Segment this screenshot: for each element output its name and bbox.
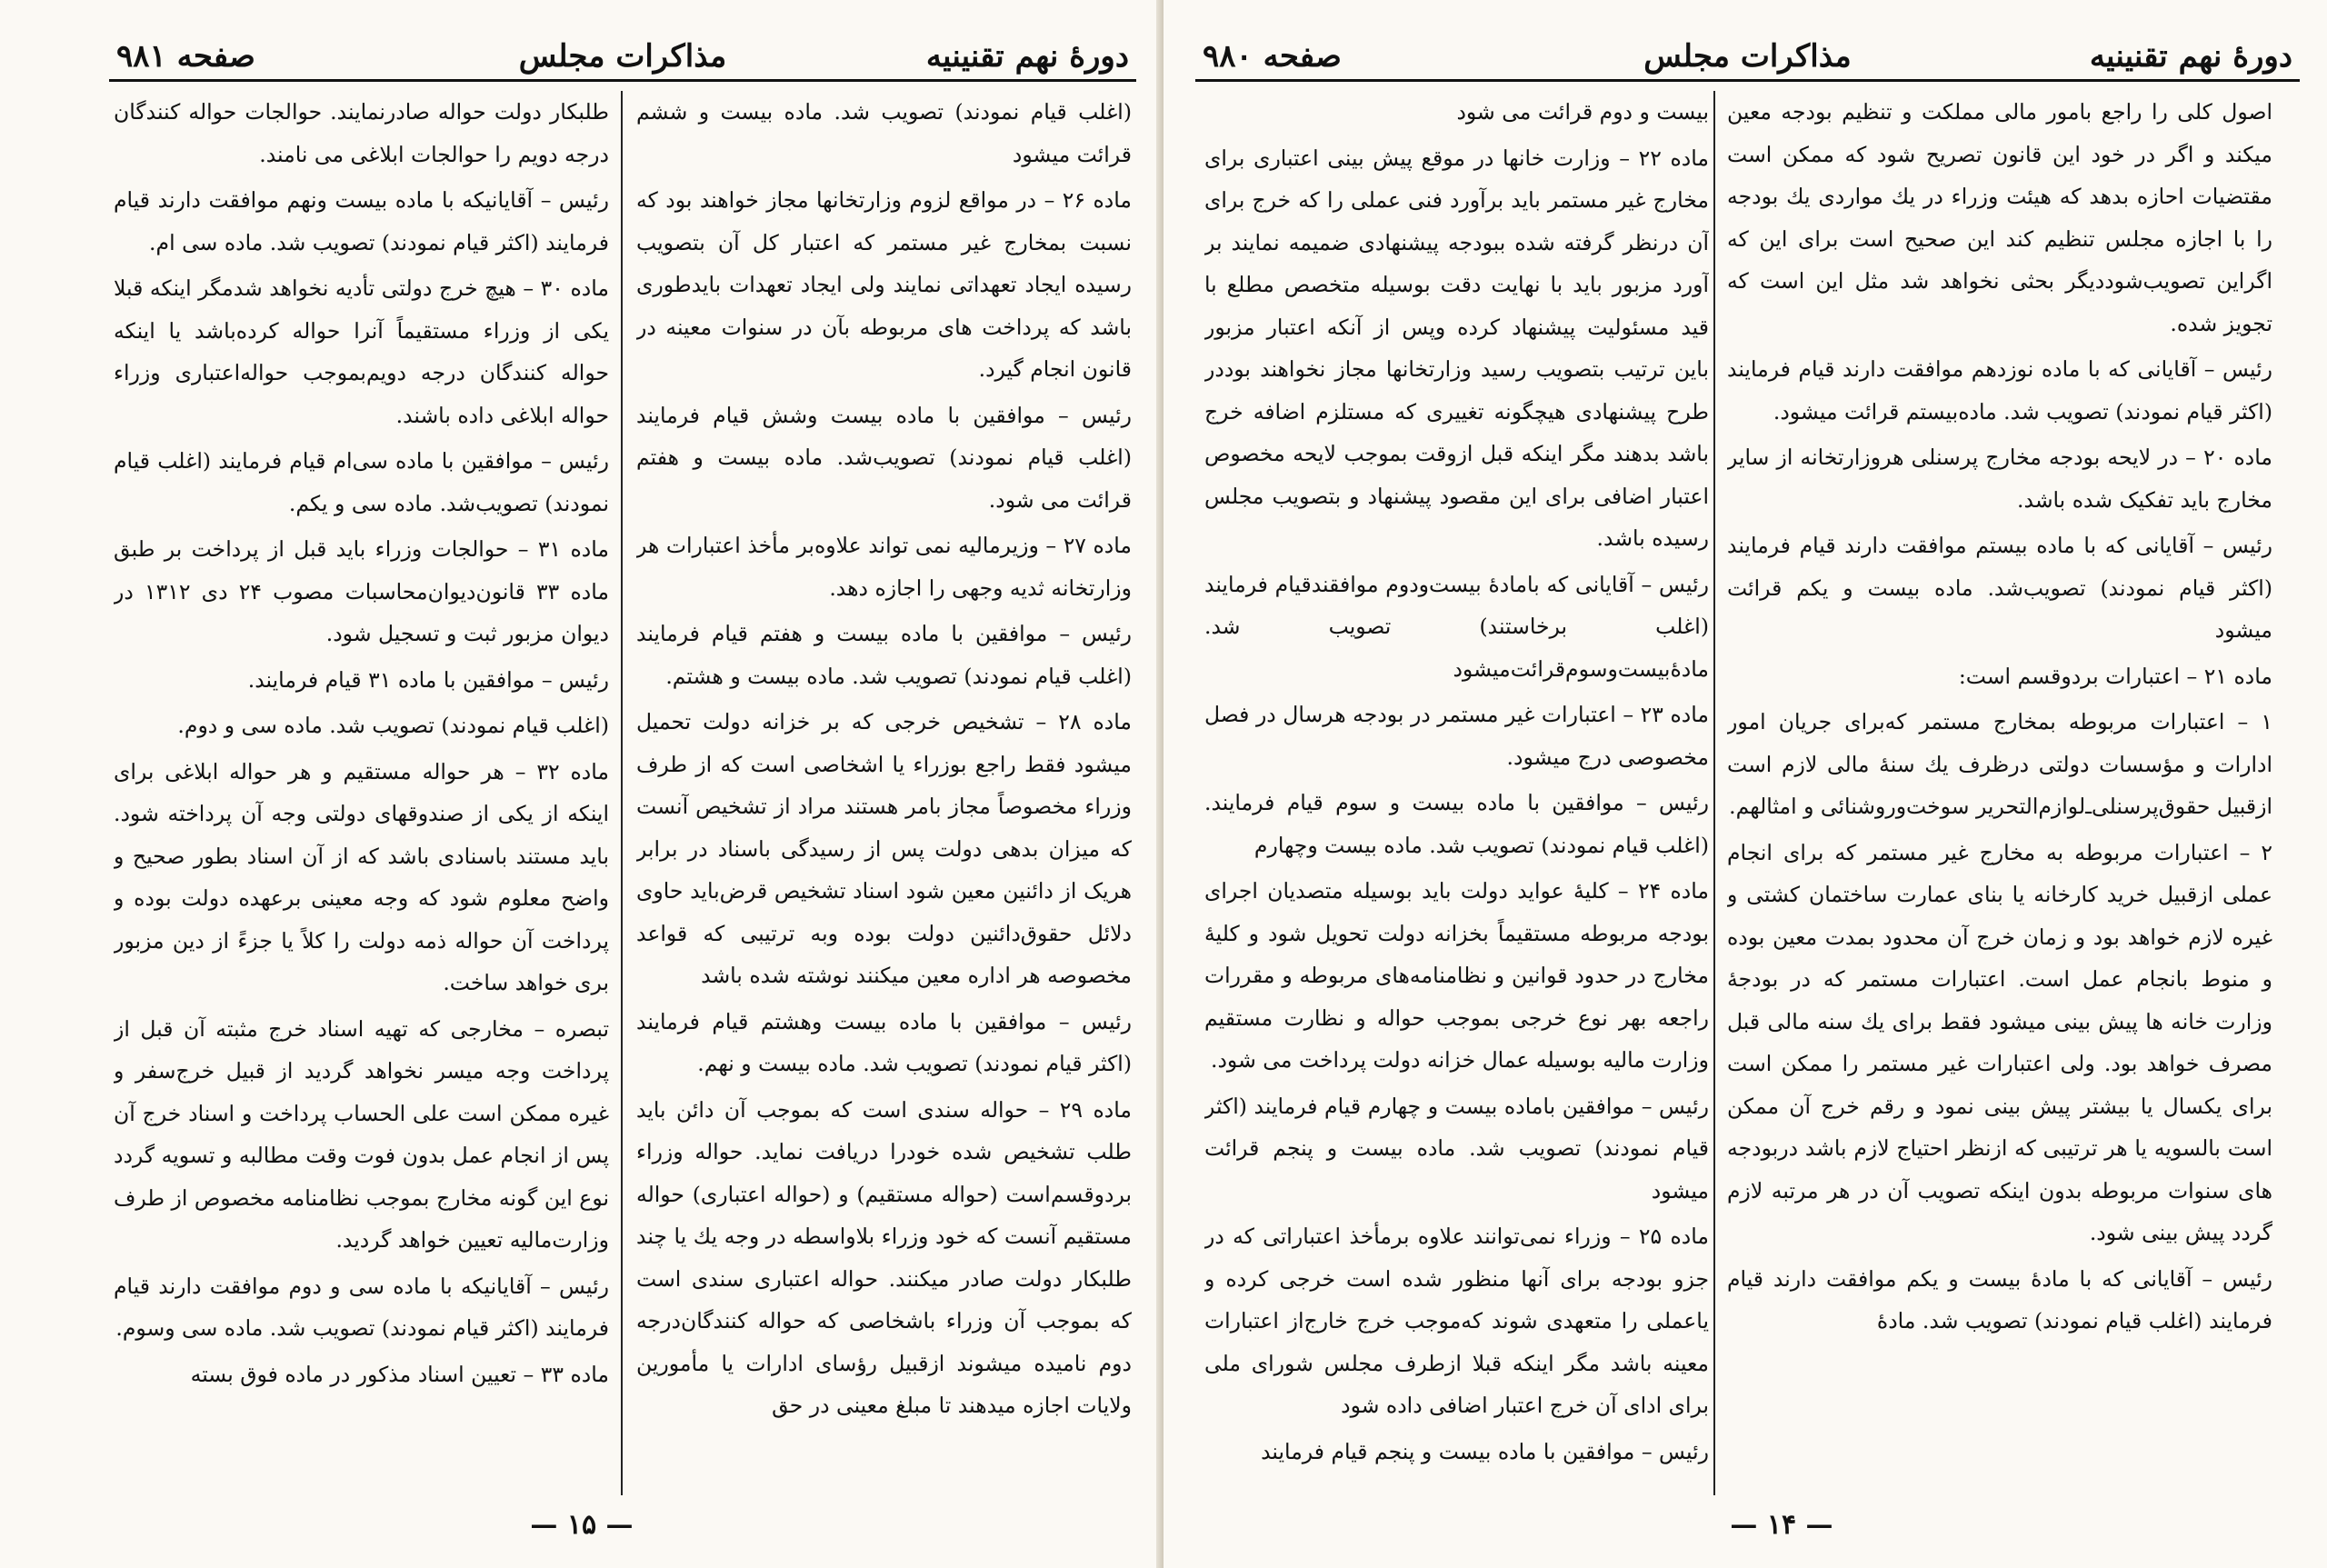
- paragraph: رئیس – آقایانی که با ماده بیستم موافقت دارند قیام فرمایند (اکثر قیام نمودند) تصویب‌شد. ماده بیست و یکم قرائت میشود: [1727, 533, 2272, 643]
- paragraph: ماده ۲۰ – در لایحه بودجه مخارج پرسنلی هروزارتخانه از سایر مخارج باید تفکیک شده باشد.: [1727, 444, 2272, 513]
- page-header: [109, 35, 1136, 82]
- paragraph: رئیس – موافقین با ماده بیست و هفتم قیام فرمایند (اغلب قیام نمودند) تصویب شد. ماده بیست و هشتم.: [636, 621, 1132, 689]
- proceedings-title: مذاکرات مجلس: [518, 38, 727, 75]
- paragraph: تبصره – مخارجی که تهیه اسناد خرج مثبته آن قبل از پرداخت وجه میسر نخواهد گردید از قبیل خرج‌سفر و غیره ممکن است علی الحساب پرداخت و اسناد خرج آن پس از انجام عمل بدون فوت وقت مطالبه و تسویه گردد نوع این گونه مخارج بموجب نظامنامه مخصوص از طرف وزارت‌مالیه تعیین خواهد گردید.: [114, 1015, 609, 1253]
- paragraph: رئیس – آقایانیکه با ماده بیست ونهم موافقت دارند قیام فرمایند (اکثر قیام نمودند) تصویب شد. ماده سی ام.: [114, 187, 609, 255]
- page-number-label: صفحه ۹۸۰: [1203, 38, 1342, 75]
- page-footer-number: — ۱۴ —: [1730, 1509, 1833, 1541]
- session-title: دورهٔ نهم تقنینیه: [2089, 38, 2292, 75]
- paragraph: ماده ۳۲ – هر حواله مستقیم و هر حواله ابلاغی برای اینکه از یکی از صندوقهای دولتی وجه آن پرداخته شود. باید مستند باسنادی باشد که از آن اسناد بطور صحیح و واضح معلوم شود که وجه معینی برعهده دولت بوده و پرداخت آن حواله ذمه دولت را کلاً یا جزءً از دین مزبور بری خواهد ساخت.: [114, 758, 609, 995]
- page-header: [1195, 35, 2300, 82]
- paragraph: ماده ۲۶ – در مواقع لزوم وزارتخانها مجاز خواهند بود که نسبت بمخارج غیر مستمر که اعتبار کل آن بتصویب رسیده ایجاد تعهداتی نمایند ولی ایجاد تعهدات بایدطوری باشد که پرداخت های مربوطه بآن در سنوات معینه در قانون انجام گیرد.: [636, 187, 1132, 382]
- paragraph: ماده ۲۵ – وزراء نمی‌توانند علاوه برمأخذ اعتباراتی که در جزو بودجه برای آنها منظور شده است خرجی کرده و یاعملی را متعهدی شوند که‌موجب خرج خارج‌از اعتبارات معینه باشد مگر اینکه قبلا ازطرف مجلس شورای ملی برای ادای آن خرج اعتبار اضافی داده شود: [1204, 1223, 1709, 1418]
- text-column-left: [114, 91, 609, 1495]
- paragraph: ماده ۲۸ – تشخیص خرجی که بر خزانه دولت تحمیل میشود فقط راجع بوزراء یا اشخاصی است که از طرف وزراء مخصوصاً مجاز بامر هستند مراد از تشخیص آنست که میزان بدهی دولت پس از رسیدگی باسناد در برابر هریک از دائنین معین شود اسناد تشخیص قرض‌باید حاوی دلائل حقوق‌دائنین دولت بوده وبه ترتیبی که قواعد مخصوصه هر اداره معین میکنند نوشته شده باشد: [636, 709, 1132, 988]
- paragraph: ماده ۲۴ – کلیهٔ عواید دولت باید بوسیله متصدیان اجرای بودجه مربوطه مستقیماً بخزانه دولت تحویل شود و کلیهٔ مخارج در حدود قوانین و نظامنامه‌های مربوطه و مقررات راجعه بهر نوع خرجی بموجب حواله و نظارت مستقیم وزارت مالیه بوسیله عمال خزانه دولت پرداخت می شود.: [1204, 878, 1709, 1073]
- paragraph: رئیس – موافقین با ماده بیست وهشتم قیام فرمایند (اکثر قیام نمودند) تصویب شد. ماده بیست و نهم.: [636, 1008, 1132, 1076]
- paragraph: اصول کلی را راجع بامور مالی مملکت و تنظیم بودجه معین میکند و اگر در خود این قانون تصریح شود که ممکن است مقتضیات احازه بدهد که هیئت وزراء در یك موارد‌ی یك بودجه را با اجازه مجلس تنظیم کند این صحیح است برای این که اگراین تصویب‌شود‌دیگر بحثی نخواهد شد مثل این است که تجویز شده.: [1727, 99, 2272, 336]
- text-column-right: [636, 91, 1132, 1495]
- paragraph: رئیس – آقایانی که بامادهٔ بیست‌ودوم موافقندقیام فرمایند (اغلب برخاستند) تصویب شد. مادهٔ‌بیست‌وسوم‌قرائت‌میشود: [1204, 571, 1709, 682]
- paragraph: ماده ۲۹ – حواله سندی است که بموجب آن دائن باید طلب تشخیص شده خودرا دریافت نماید. حواله وزراء بردوقسم‌است (حواله مستقیم) و (حواله اعتباری) حواله مستقیم آنست که خود وزراء بلاواسطه در وجه یك یا چند طلبکار دولت صادر میکنند. حواله اعتباری سندی است که بموجب آن وزراء باشخاصی که حواله کنندگان‌درجه دوم نامیده میشوند ازقبیل رؤسای ادارات یا مأمورین ولایات اجازه میدهند تا مبلغ معینی در حق: [636, 1096, 1132, 1418]
- paragraph: ماده ۲۱ – اعتبارات بردوقسم است:: [1958, 663, 2272, 689]
- paragraph: رئیس – آقایانیکه با ماده سی و دوم موافقت دارند قیام فرمایند (اکثر قیام نمودند) تصویب شد. ماده سی وسوم.: [114, 1273, 609, 1341]
- paragraph: ماده ۳۰ – هیچ خرج دولتی تأدیه نخواهد شدمگر اینکه قبلا یکی از وزراء مستقیماً آنرا حواله کرده‌باشد یا اینکه حواله کنندگان درجه دویم‌بموجب حواله‌اعتباری وزراء حواله ابلاغی داده باشند.: [114, 275, 609, 428]
- page-980: [1164, 0, 2327, 1568]
- paragraph: رئیس – موافقین با ماده بیست و پنجم قیام فرمایند: [1261, 1438, 1709, 1464]
- paragraph: (اغلب قیام نمودند) تصویب شد. ماده بیست و ششم قرائت میشود: [636, 99, 1132, 167]
- page-footer-number: — ۱۵ —: [530, 1509, 634, 1541]
- paragraph: رئیس – موافقین باماده بیست و چهارم قیام فرمایند (اکثر قیام نمودند) تصویب شد. ماده بیست و پنجم قرائت میشود: [1204, 1093, 1709, 1203]
- page-number-label: صفحه ۹۸۱: [116, 38, 255, 75]
- paragraph: رئیس – آقایانی که با ماده نوزدهم موافقت دارند قیام فرمایند (اکثر قیام نمودند) تصویب شد. ماده‌بیستم قرائت میشود.: [1727, 356, 2272, 424]
- paragraph: ۲ – اعتبارات مربوطه به مخارج غیر مستمر که برای انجام عملی ازقبیل خرید کارخانه یا بنای عمارت ساختمان کشتی و غیره لازم خواهد بود و زمان خرج آن محدود بمدت معین بوده و منوط بانجام عمل است. اعتبارات مستمر که در بودجهٔ وزارت خانه ها پیش بینی میشود فقط برای یك سنه مالی قبل مصرف خواهد بود. ولی اعتبارات غیر مستمر را ممکن است برای یکسال یا بیشتر پیش بینی نمود و رقم خرج آن ممکن است بالسویه یا هر ترتیبی که ازنظر احتیاج لازم باشد دربودجه های سنوات مربوطه بدون اینکه تصویب آن در هر مرتبه لازم گردد پیش بینی شود.: [1727, 839, 2272, 1245]
- paragraph: ماده ۳۱ – حوالجات وزراء باید قبل از پرداخت بر طبق ماده ۳۳ قانون‌دیوان‌محاسبات مصوب ۲۴ دی ۱۳۱۲ در دیوان مزبور ثبت و تسجیل شود.: [114, 536, 609, 646]
- paragraph: ماده ۲۲ – وزارت خانها در موقع پیش بینی اعتباری برای مخارج غیر مستمر باید برآورد فنی عملی را که خرج برای آن درنظر گرفته شده ببودجه پیشنهادی ضمیمه نمایند بر آورد مزبور باید با نهایت دقت بوسیله متخصص مطلع با قید مسئولیت پیشنهاد کرده وپس از آنکه اعتبار مزبور باین ترتیب بتصویب رسید وزارتخانها مجاز نخواهند بوددر طرح پیشنهادی هیچگونه تغییری که مستلزم اضافه خرج باشد بدهند مگر اینکه قبل ازوقت بموجب لایحه مخصوص اعتبار اضافی برای این مقصود پیشنهاد و بتصویب مجلس رسیده باشد.: [1204, 145, 1709, 551]
- proceedings-title: مذاکرات مجلس: [1643, 38, 1852, 75]
- paragraph: ماده ۲۳ – اعتبارات غیر مستمر در بودجه هرسال در فصل مخصوصی درج میشود.: [1204, 702, 1709, 770]
- paragraph: رئیس – موافقین با ماده بیست وشش قیام فرمایند (اغلب قیام نمودند) تصویب‌شد. ماده بیست و هفتم قرائت می شود.: [636, 402, 1132, 513]
- paragraph: ماده ۲۷ – وزیرمالیه نمی تواند علاوه‌بر مأخذ اعتبارات هر وزارتخانه ثدیه وجهی را اجازه دهد.: [636, 533, 1132, 601]
- paragraph: ماده ۳۳ – تعیین اسناد مذکور در ماده فوق بسته: [190, 1361, 609, 1387]
- paragraph: (اغلب قیام نمودند) تصویب شد. ماده سی و دوم.: [177, 713, 609, 738]
- text-column-right: [1727, 91, 2272, 1495]
- session-title: دورهٔ نهم تقنینیه: [925, 38, 1129, 75]
- column-divider: [621, 91, 623, 1495]
- paragraph: رئیس – موافقین با ماده سی‌ام قیام فرمایند (اغلب قیام نمودند) تصویب‌شد. ماده سی و یکم.: [114, 448, 609, 516]
- paragraph: طلبکار دولت حواله صادرنمایند. حوالجات حواله کنندگان درجه دویم را حوالجات ابلاغی می نامند.: [114, 99, 609, 167]
- paragraph: بیست و دوم قرائت می شود: [1456, 99, 1709, 125]
- text-column-left: [1204, 91, 1709, 1495]
- paragraph: ۱ – اعتبارات مربوطه بمخارج مستمر که‌برای جریان امور ادارات و مؤسسات دولتی درظرف یك سنهٔ مالی لازم است ازقبیل حقوق‌پرسنلی‌ـ‌لوازم‌التحریر سوخت‌وروشنائی و امثالهم.: [1727, 709, 2272, 819]
- paragraph: رئیس – آقایانی که با مادهٔ بیست و یکم موافقت دارند قیام فرمایند (اغلب قیام نمودند) تصویب شد. مادهٔ: [1727, 1265, 2272, 1333]
- paragraph: رئیس – موافقین با ماده ۳۱ قیام فرمایند.: [247, 666, 609, 693]
- paragraph: رئیس – موافقین با ماده بیست و سوم قیام فرمایند. (اغلب قیام نمودند) تصویب شد. ماده بیست وچهارم: [1204, 790, 1709, 858]
- column-divider: [1713, 91, 1715, 1495]
